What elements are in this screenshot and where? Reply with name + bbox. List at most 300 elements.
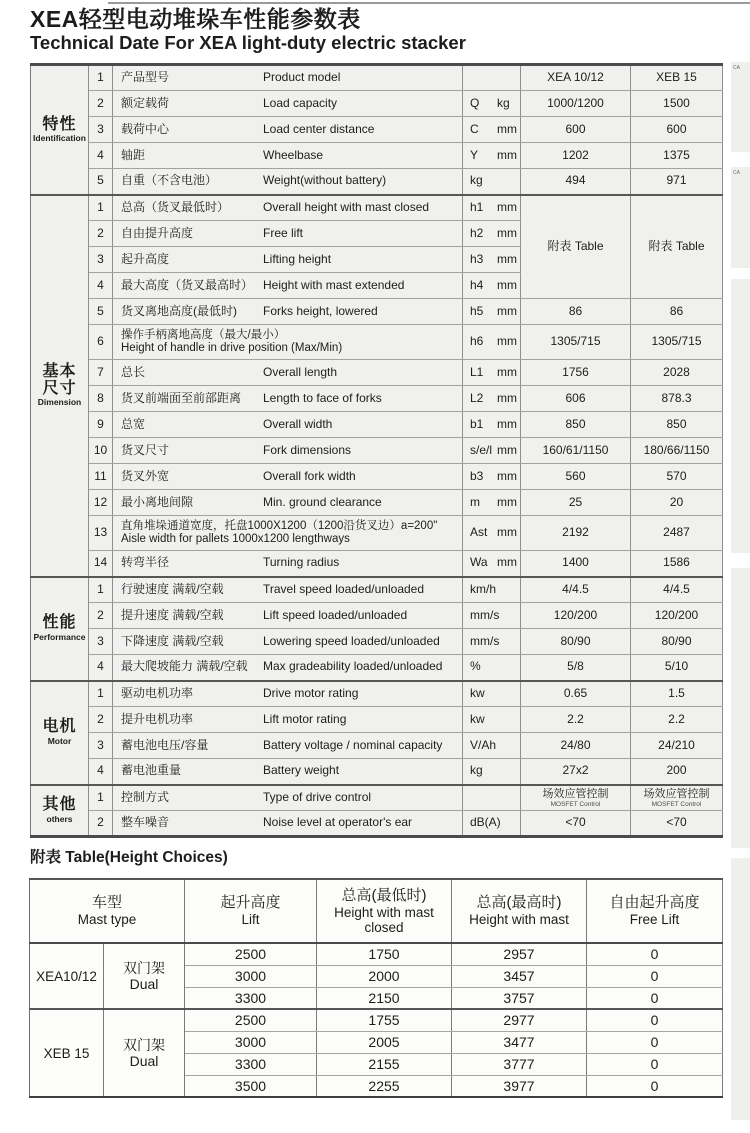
value-xeb (631, 707, 723, 733)
right-edge-panel (731, 568, 750, 848)
value-xea (521, 195, 631, 299)
mast-kind-cn: 双门架 (123, 959, 165, 976)
value-text: 场效应管控制 (542, 787, 609, 800)
symbol-unit-cell (463, 143, 521, 169)
section-label-en: others (46, 813, 73, 824)
value-xeb (631, 733, 723, 759)
page-title-cn: XEA轻型电动堆垛车性能参数表 (30, 6, 361, 32)
param-name-en: Lifting height (263, 251, 332, 266)
unit: mm (497, 364, 517, 379)
param-name-cn: 货叉尺寸 (121, 442, 170, 457)
height-value: 3000 (185, 965, 317, 987)
value-text: 0.65 (563, 685, 588, 700)
row-number: 2 (89, 221, 113, 247)
spec-row (31, 438, 723, 464)
value-text: 1500 (663, 95, 690, 110)
symbol-unit-cell (463, 65, 521, 91)
unit: mm (497, 277, 517, 292)
symbol: h1 (470, 199, 484, 214)
value-text: XEA 10/12 (547, 70, 604, 85)
param-name (113, 412, 463, 438)
param-name-cn: 货叉前端面至前部距离 (121, 390, 242, 405)
param-name-en: Overall length (263, 364, 338, 379)
value-text: 2028 (663, 364, 690, 379)
height-value: 0 (587, 1031, 723, 1053)
row-number: 1 (89, 65, 113, 91)
param-name-en: Wheelbase (263, 147, 324, 162)
header-height-mast-en: Height with mast (469, 912, 569, 928)
height-value: 2500 (185, 1009, 317, 1031)
row-number: 2 (89, 707, 113, 733)
value-xeb (631, 629, 723, 655)
value-xeb (631, 65, 723, 91)
section-label-others (31, 785, 89, 837)
symbol-unit-cell (463, 516, 521, 551)
height-value: 2500 (185, 943, 317, 965)
value-xea (521, 551, 631, 577)
symbol: m (470, 494, 480, 509)
section-label-identification (31, 65, 89, 195)
unit: mm (497, 199, 517, 214)
section-label-cn: 其他 (42, 796, 77, 814)
mast-kind-en: Dual (129, 1053, 159, 1070)
section-label-cn: 性能 (42, 614, 77, 632)
param-name (113, 91, 463, 117)
param-name-en: Weight(without battery) (263, 173, 387, 188)
symbol: % (470, 659, 481, 674)
spec-row (31, 195, 723, 221)
spec-row (31, 65, 723, 91)
value-xeb (631, 490, 723, 516)
symbol: b3 (470, 468, 484, 483)
appendix-table-label: 附表 Table(Height Choices) (30, 849, 228, 866)
value-xeb (631, 169, 723, 195)
symbol: h4 (470, 277, 484, 292)
row-number: 1 (89, 577, 113, 603)
symbol-unit-cell (463, 629, 521, 655)
spec-row (31, 707, 723, 733)
spec-row (31, 360, 723, 386)
mast-kind (104, 1009, 185, 1097)
param-name-cn: 直角堆垛通道宽度，托盘1000X1200（1200沿货叉边）a=200" (121, 519, 438, 532)
param-name-en: Aisle width for pallets 1000x1200 lengthways (121, 533, 350, 545)
section-label-en: Identification (33, 133, 86, 143)
param-name (113, 273, 463, 299)
param-name-en: Max gradeability loaded/unloaded (263, 659, 443, 674)
param-name-cn: 操作手柄离地高度（最大/最小） (121, 328, 286, 341)
symbol-unit-cell (463, 325, 521, 360)
header-height-closed (317, 879, 452, 943)
value-text: 1400 (562, 555, 589, 570)
header-lift (185, 879, 317, 943)
symbol-unit-cell (463, 299, 521, 325)
row-number: 5 (89, 299, 113, 325)
top-divider-line (108, 2, 750, 4)
spec-row (31, 655, 723, 681)
symbol-unit-cell (463, 117, 521, 143)
header-free-lift (587, 879, 723, 943)
param-name-en: Load capacity (263, 95, 338, 110)
height-row (30, 943, 723, 965)
value-text: 600 (666, 121, 687, 136)
value-text: <70 (565, 815, 586, 830)
param-name-en: Turning radius (263, 555, 340, 570)
param-name-en: Overall height with mast closed (263, 199, 430, 214)
value-text: 1305/715 (651, 334, 702, 349)
row-number: 2 (89, 603, 113, 629)
symbol: Ast (470, 525, 488, 540)
value-xea (521, 438, 631, 464)
height-value: 3477 (452, 1031, 587, 1053)
value-text: 80/90 (661, 633, 692, 648)
mast-model: XEA10/12 (30, 943, 104, 1009)
param-name-en: Height of handle in drive position (Max/Min) (121, 342, 343, 354)
height-value: 0 (587, 1075, 723, 1097)
value-xea (521, 516, 631, 551)
value-text: 2.2 (567, 711, 584, 726)
value-text: 494 (565, 173, 586, 188)
symbol-unit-cell (463, 247, 521, 273)
header-height-mast (452, 879, 587, 943)
height-value: 3300 (185, 987, 317, 1009)
symbol: h3 (470, 251, 484, 266)
param-name (113, 195, 463, 221)
value-xea (521, 386, 631, 412)
row-number: 13 (89, 516, 113, 551)
value-xea (521, 360, 631, 386)
param-name-cn: 货叉离地高度(最低时) (121, 303, 237, 318)
param-name-en: Battery weight (263, 763, 340, 778)
param-name-cn: 最大爬坡能力 满载/空载 (121, 659, 248, 674)
symbol-unit-cell (463, 785, 521, 811)
value-xeb (631, 325, 723, 360)
unit: mm (497, 442, 517, 457)
unit: mm (497, 334, 517, 349)
symbol: kw (470, 711, 485, 726)
spec-row (31, 299, 723, 325)
spec-row (31, 143, 723, 169)
value-text: 场效应管控制 (643, 787, 710, 800)
value-xeb (631, 577, 723, 603)
value-text: 5/8 (567, 659, 584, 674)
value-text: 24/80 (560, 737, 591, 752)
symbol: L2 (470, 390, 484, 405)
value-xeb (631, 91, 723, 117)
param-name-cn: 转弯半径 (121, 555, 170, 570)
value-text: 附表 Table (547, 238, 604, 253)
value-xeb (631, 516, 723, 551)
param-name (113, 577, 463, 603)
param-name (113, 629, 463, 655)
mast-kind-cn: 双门架 (123, 1036, 165, 1053)
value-text: 2192 (562, 525, 589, 540)
symbol-unit-cell (463, 681, 521, 707)
spec-row (31, 603, 723, 629)
value-xeb (631, 551, 723, 577)
symbol-unit-cell (463, 464, 521, 490)
height-value: 0 (587, 987, 723, 1009)
row-number: 9 (89, 412, 113, 438)
param-name (113, 299, 463, 325)
unit: mm (497, 555, 517, 570)
value-xeb (631, 412, 723, 438)
param-name (113, 143, 463, 169)
height-value: 3977 (452, 1075, 587, 1097)
symbol-unit-cell (463, 655, 521, 681)
height-value: 0 (587, 1053, 723, 1075)
param-name (113, 707, 463, 733)
unit: mm (497, 121, 517, 136)
spec-row (31, 516, 723, 551)
header-mast-type-en: Mast type (77, 912, 137, 928)
value-text: 1375 (663, 147, 690, 162)
value-text: 200 (666, 763, 687, 778)
spec-row (31, 811, 723, 837)
param-name-cn: 行驶速度 满载/空载 (121, 581, 224, 596)
value-xea (521, 785, 631, 811)
height-table-body (30, 943, 723, 1097)
height-value: 2977 (452, 1009, 587, 1031)
symbol-unit-cell (463, 386, 521, 412)
value-xeb (631, 464, 723, 490)
value-xeb (631, 681, 723, 707)
mast-model: XEB 15 (30, 1009, 104, 1097)
param-name-en: Product model (263, 70, 341, 85)
height-value: 3300 (185, 1053, 317, 1075)
section-label-en: Motor (47, 735, 72, 746)
right-edge-panel (731, 167, 750, 268)
param-name (113, 551, 463, 577)
symbol: Q (470, 95, 480, 110)
value-subtext: MOSFET Control (651, 800, 702, 808)
param-name-cn: 总高（货叉最低时） (121, 199, 230, 214)
value-text: 2487 (663, 525, 690, 540)
mast-kind-en: Dual (129, 976, 159, 993)
value-text: 606 (565, 390, 586, 405)
param-name-en: Drive motor rating (263, 685, 359, 700)
param-name-en: Battery voltage / nominal capacity (263, 737, 443, 752)
param-name-cn: 总宽 (121, 416, 146, 431)
symbol-unit-cell (463, 551, 521, 577)
header-mast-type (30, 879, 185, 943)
spec-row (31, 551, 723, 577)
value-xea (521, 577, 631, 603)
spec-row (31, 412, 723, 438)
value-text: 1000/1200 (547, 95, 604, 110)
param-name-cn: 驱动电机功率 (121, 685, 194, 700)
param-name (113, 386, 463, 412)
param-name (113, 785, 463, 811)
title-block (30, 6, 670, 54)
value-subtext: MOSFET Control (550, 800, 601, 808)
row-number: 4 (89, 143, 113, 169)
param-name (113, 733, 463, 759)
param-name (113, 811, 463, 837)
value-xea (521, 65, 631, 91)
value-text: XEB 15 (656, 70, 697, 85)
height-value: 1750 (317, 943, 452, 965)
row-number: 2 (89, 811, 113, 837)
header-height-mast-cn: 总高(最高时) (476, 894, 562, 912)
symbol: dB(A) (470, 815, 501, 830)
value-xeb (631, 360, 723, 386)
height-value: 3500 (185, 1075, 317, 1097)
section-label-dimension (31, 195, 89, 577)
param-name (113, 117, 463, 143)
height-value: 0 (587, 965, 723, 987)
param-name-cn: 自由提升高度 (121, 225, 194, 240)
row-number: 7 (89, 360, 113, 386)
symbol-unit-cell (463, 759, 521, 785)
spec-row (31, 117, 723, 143)
height-value: 2150 (317, 987, 452, 1009)
param-name-en: Overall fork width (263, 468, 356, 483)
row-number: 12 (89, 490, 113, 516)
edge-panel-label: CA (733, 65, 740, 71)
unit: mm (497, 494, 517, 509)
value-text: 560 (565, 468, 586, 483)
row-number: 3 (89, 117, 113, 143)
param-name-cn: 蓄电池重量 (121, 763, 182, 778)
spec-row (31, 169, 723, 195)
unit: kg (497, 95, 510, 110)
value-xea (521, 811, 631, 837)
spec-row (31, 681, 723, 707)
unit: mm (497, 390, 517, 405)
value-text: 20 (669, 494, 684, 509)
unit: mm (497, 251, 517, 266)
height-table (29, 878, 723, 1098)
symbol-unit-cell (463, 91, 521, 117)
spec-row (31, 733, 723, 759)
value-xeb (631, 299, 723, 325)
value-xea (521, 325, 631, 360)
height-value: 2255 (317, 1075, 452, 1097)
value-xea (521, 91, 631, 117)
height-value: 0 (587, 1009, 723, 1031)
value-xea (521, 707, 631, 733)
value-xea (521, 143, 631, 169)
symbol: h2 (470, 225, 484, 240)
row-number: 4 (89, 759, 113, 785)
value-xea (521, 299, 631, 325)
height-table-header-row (30, 879, 723, 943)
symbol-unit-cell (463, 221, 521, 247)
param-name-en: Noise level at operator's ear (263, 815, 413, 830)
param-name (113, 438, 463, 464)
value-text: <70 (666, 815, 687, 830)
symbol-unit-cell (463, 195, 521, 221)
value-xea (521, 603, 631, 629)
spec-table-body (31, 65, 723, 837)
page-title-en: Technical Date For XEA light-duty electric stacker (30, 32, 466, 54)
row-number: 6 (89, 325, 113, 360)
value-text: 878.3 (661, 390, 692, 405)
right-edge-panel (731, 62, 750, 152)
unit: mm (497, 147, 517, 162)
value-text: 160/61/1150 (542, 442, 609, 457)
param-name (113, 169, 463, 195)
symbol-unit-cell (463, 169, 521, 195)
symbol: kw (470, 685, 485, 700)
mast-kind (104, 943, 185, 1009)
header-lift-cn: 起升高度 (220, 894, 281, 912)
header-lift-en: Lift (241, 912, 260, 928)
row-number: 11 (89, 464, 113, 490)
spec-row (31, 386, 723, 412)
value-xeb (631, 603, 723, 629)
symbol: V/Ah (470, 737, 497, 752)
value-text: 25 (568, 494, 583, 509)
section-label-en: Performance (33, 631, 86, 642)
param-name-cn: 载荷中心 (121, 121, 170, 136)
param-name-cn: 下降速度 满载/空载 (121, 633, 224, 648)
param-name-cn: 控制方式 (121, 789, 170, 804)
spec-row (31, 629, 723, 655)
value-xeb (631, 655, 723, 681)
row-number: 5 (89, 169, 113, 195)
param-name-cn: 蓄电池电压/容量 (121, 737, 209, 752)
value-text: 4/4.5 (562, 581, 589, 596)
spec-row (31, 91, 723, 117)
section-label-cn: 电机 (42, 718, 77, 736)
unit: mm (497, 303, 517, 318)
value-xeb (631, 386, 723, 412)
unit: mm (497, 225, 517, 240)
param-name-cn: 最小离地间隙 (121, 494, 194, 509)
header-free-lift-en: Free Lift (629, 912, 680, 928)
value-xea (521, 412, 631, 438)
height-value: 3457 (452, 965, 587, 987)
symbol-unit-cell (463, 438, 521, 464)
param-name-cn: 总长 (121, 364, 146, 379)
param-name-cn: 最大高度（货叉最高时） (121, 277, 254, 292)
symbol: km/h (470, 581, 497, 596)
param-name (113, 490, 463, 516)
height-value: 1755 (317, 1009, 452, 1031)
symbol-unit-cell (463, 603, 521, 629)
value-text: 1.5 (668, 685, 685, 700)
value-xeb (631, 195, 723, 299)
height-value: 3777 (452, 1053, 587, 1075)
value-text: 850 (565, 416, 586, 431)
value-text: 5/10 (664, 659, 689, 674)
row-number: 1 (89, 785, 113, 811)
param-name-en: Lift motor rating (263, 711, 347, 726)
section-label-performance (31, 577, 89, 681)
row-number: 10 (89, 438, 113, 464)
row-number: 1 (89, 681, 113, 707)
height-value: 3000 (185, 1031, 317, 1053)
param-name-cn: 货叉外宽 (121, 468, 170, 483)
value-text: 80/90 (560, 633, 591, 648)
height-value: 2957 (452, 943, 587, 965)
height-value: 2005 (317, 1031, 452, 1053)
param-name-cn: 整车噪音 (121, 815, 170, 830)
value-text: 570 (666, 468, 687, 483)
symbol-unit-cell (463, 360, 521, 386)
unit: mm (497, 525, 517, 540)
spec-row (31, 325, 723, 360)
unit: mm (497, 468, 517, 483)
symbol-unit-cell (463, 811, 521, 837)
spec-table (30, 63, 723, 838)
value-text: 120/200 (654, 607, 699, 622)
symbol: mm/s (470, 607, 500, 622)
value-text: 600 (565, 121, 586, 136)
value-xea (521, 629, 631, 655)
value-text: 86 (568, 303, 583, 318)
